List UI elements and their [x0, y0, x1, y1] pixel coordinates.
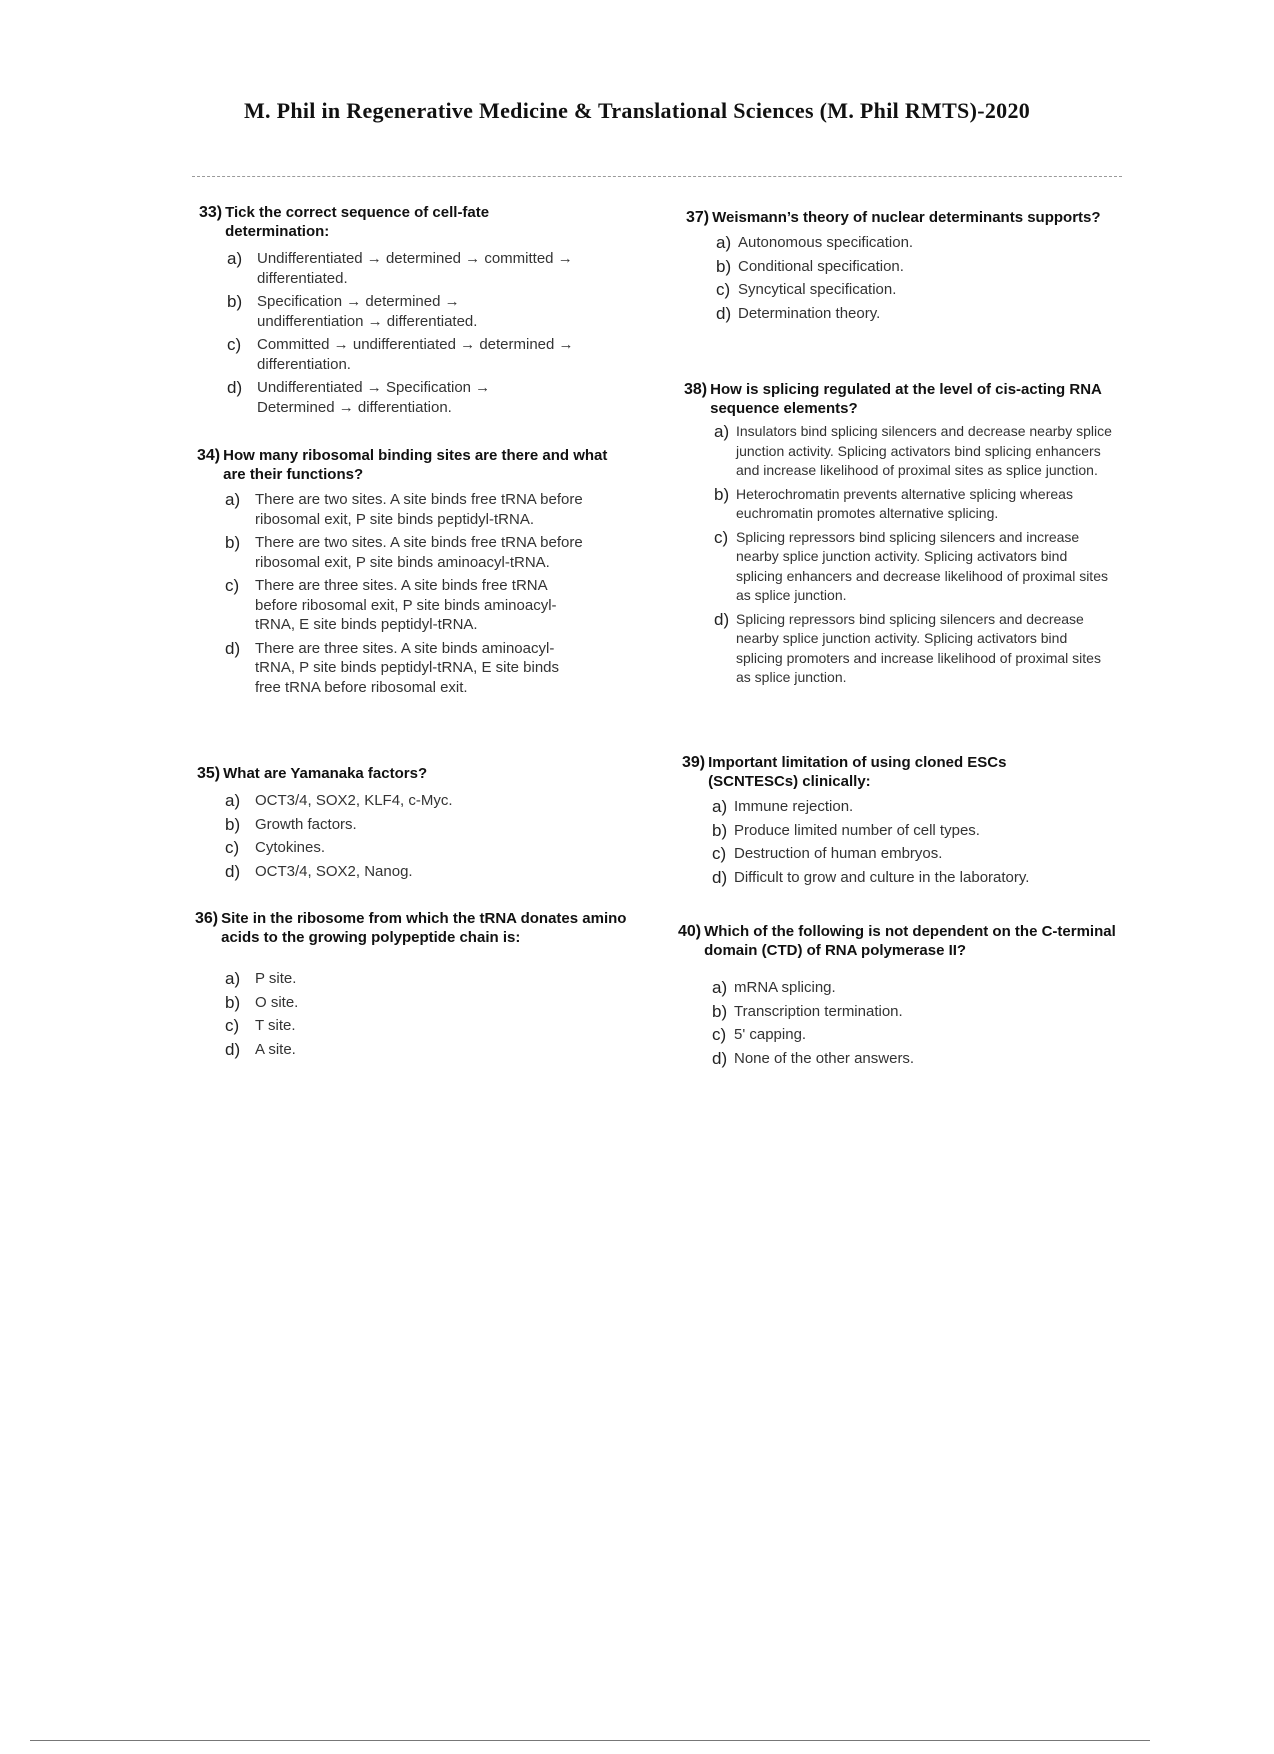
option-letter: b) [714, 484, 730, 504]
option-letter: d) [227, 378, 243, 397]
option-text: Undifferentiated → determined → committed → differentiated. [257, 250, 573, 287]
option-text: Undifferentiated → Specification → Determined → differentiation. [257, 379, 491, 416]
option-letter: b) [227, 292, 243, 311]
option-d[interactable] [225, 1040, 635, 1060]
option-b[interactable] [225, 533, 627, 572]
option-letter: b) [225, 814, 241, 834]
option-text: mRNA splicing. [734, 979, 836, 996]
option-text: There are three sites. A site binds aminoacyl-tRNA, P site binds peptidyl-tRNA, E site binds free tRNA before ribosomal exit. [255, 639, 560, 696]
option-letter: b) [225, 992, 241, 1012]
option-letter: c) [712, 844, 727, 863]
question-text: Which of the following is not dependent on the C-terminal domain (CTD) of RNA polymerase II? [704, 923, 1116, 959]
footer-divider [30, 1740, 1150, 1741]
question-34 [197, 446, 627, 701]
option-text: OCT3/4, SOX2, KLF4, c-Myc. [255, 792, 453, 809]
option-c[interactable] [225, 838, 627, 858]
question-number: 38) [684, 381, 708, 398]
question-39 [682, 753, 1112, 891]
option-letter: d) [225, 1039, 241, 1059]
option-a[interactable] [225, 969, 635, 989]
option-text: P site. [255, 970, 297, 987]
option-d[interactable] [227, 378, 629, 417]
option-text: 5' capping. [734, 1026, 807, 1043]
option-text: Difficult to grow and culture in the laboratory. [734, 868, 1030, 886]
option-letter: c) [225, 576, 240, 595]
option-text: There are two sites. A site binds free tRNA before ribosomal exit, P site binds aminoacyl-tRNA. [255, 534, 583, 571]
option-text: None of the other answers. [734, 1049, 915, 1067]
option-text: Splicing repressors bind splicing silencers and decrease nearby splice junction activity. Splicing activators bind splicing promoters and increase likelihood of proximal sites as splice junction. [736, 610, 1101, 685]
option-text: OCT3/4, SOX2, Nanog. [255, 862, 413, 880]
option-c[interactable] [227, 335, 629, 374]
option-letter: a) [716, 233, 732, 252]
option-d[interactable] [714, 610, 1114, 688]
option-text: Destruction of human embryos. [734, 845, 943, 862]
option-b[interactable] [225, 993, 635, 1013]
question-36 [195, 909, 635, 1063]
option-text: Insulators bind splicing silencers and decrease nearby splice junction activity. Splicing activators bind splicing enhancers and increase likelihood of proximal sites as splice junction. [736, 423, 1112, 478]
option-letter: b) [225, 533, 241, 552]
option-letter: c) [714, 527, 729, 547]
option-text: Growth factors. [255, 815, 357, 833]
option-letter: b) [712, 1001, 728, 1021]
question-text: Weismann’s theory of nuclear determinants supports? [712, 209, 1101, 226]
question-number: 35) [197, 765, 221, 782]
option-c[interactable] [225, 576, 627, 635]
option-c[interactable] [712, 1025, 1118, 1045]
question-text: How many ribosomal binding sites are there and what are their functions? [223, 447, 608, 483]
question-number: 39) [682, 754, 706, 771]
option-text: O site. [255, 993, 299, 1011]
option-letter: b) [712, 820, 728, 840]
option-letter: a) [225, 490, 241, 509]
option-b[interactable] [712, 1002, 1118, 1022]
option-text: There are two sites. A site binds free tRNA before ribosomal exit, P site binds peptidyl-tRNA. [255, 491, 583, 528]
question-40 [678, 922, 1118, 1072]
question-number: 37) [686, 209, 710, 226]
option-text: T site. [255, 1017, 296, 1034]
option-text: There are three sites. A site binds free tRNA before ribosomal exit, P site binds aminoacyl-tRNA, E site binds peptidyl-tRNA. [255, 577, 557, 633]
question-text: Important limitation of using cloned ESCs (SCNTESCs) clinically: [708, 754, 1007, 790]
option-d[interactable] [712, 868, 1112, 888]
option-text: A site. [255, 1040, 296, 1058]
option-b[interactable] [712, 821, 1112, 841]
option-letter: c) [227, 335, 242, 354]
question-35 [197, 764, 627, 885]
option-letter: d) [712, 1048, 728, 1068]
option-b[interactable] [227, 292, 629, 331]
option-letter: a) [225, 969, 241, 988]
option-a[interactable] [712, 978, 1118, 998]
option-letter: c) [712, 1025, 727, 1044]
option-letter: d) [225, 638, 241, 658]
option-text: Splicing repressors bind splicing silencers and increase nearby splice junction activity. Splicing activators bind splicing enhancers and decrease likelihood of proximal sites as splice junction. [736, 528, 1108, 603]
option-letter: c) [716, 280, 731, 299]
option-text: Transcription termination. [734, 1002, 903, 1020]
option-letter: d) [714, 609, 730, 629]
option-letter: a) [712, 978, 728, 997]
option-text: Specification → determined → undifferentiation → differentiated. [257, 293, 478, 330]
option-text: Conditional specification. [738, 257, 904, 275]
option-a[interactable] [225, 490, 627, 529]
option-text: Autonomous specification. [738, 234, 914, 251]
option-letter: d) [716, 303, 732, 323]
question-text: What are Yamanaka factors? [223, 765, 428, 782]
option-text: Cytokines. [255, 839, 326, 856]
question-text: Tick the correct sequence of cell-fate determination: [225, 204, 490, 240]
option-text: Heterochromatin prevents alternative splicing whereas euchromatin promotes alternative splicing. [736, 485, 1073, 521]
option-a[interactable] [716, 233, 1106, 253]
option-letter: b) [716, 256, 732, 276]
option-letter: d) [712, 867, 728, 887]
option-b[interactable] [225, 815, 627, 835]
question-number: 33) [199, 204, 223, 221]
option-text: Produce limited number of cell types. [734, 821, 980, 839]
header-divider [192, 176, 1122, 177]
option-letter: a) [712, 797, 728, 816]
question-text: How is splicing regulated at the level of cis-acting RNA sequence elements? [710, 381, 1102, 417]
question-38 [684, 380, 1114, 692]
option-a[interactable] [714, 422, 1114, 481]
question-37 [686, 208, 1106, 327]
option-c[interactable] [716, 280, 1106, 300]
option-letter: a) [714, 422, 730, 441]
question-text: Site in the ribosome from which the tRNA donates amino acids to the growing polypeptide chain is: [221, 910, 627, 946]
option-d[interactable] [225, 639, 627, 698]
option-letter: c) [225, 838, 240, 857]
option-d[interactable] [225, 862, 627, 882]
option-d[interactable] [716, 304, 1106, 324]
question-number: 34) [197, 447, 221, 464]
option-text: Determination theory. [738, 304, 881, 322]
option-c[interactable] [714, 528, 1114, 606]
option-a[interactable] [712, 797, 1112, 817]
option-letter: a) [227, 249, 243, 268]
option-d[interactable] [712, 1049, 1118, 1069]
option-c[interactable] [712, 844, 1112, 864]
option-text: Immune rejection. [734, 798, 854, 815]
page-title: M. Phil in Regenerative Medicine & Translational Sciences (M. Phil RMTS)-2020 [243, 98, 1031, 123]
question-33 [199, 203, 629, 421]
option-a[interactable] [227, 249, 629, 288]
option-text: Committed → undifferentiated → determined → differentiation. [257, 336, 574, 373]
question-number: 36) [195, 910, 219, 927]
question-number: 40) [678, 923, 702, 940]
option-text: Syncytical specification. [738, 281, 897, 298]
option-letter: d) [225, 861, 241, 881]
option-letter: c) [225, 1016, 240, 1035]
option-a[interactable] [225, 791, 627, 811]
option-letter: a) [225, 791, 241, 810]
option-b[interactable] [716, 257, 1106, 277]
option-c[interactable] [225, 1016, 635, 1036]
option-b[interactable] [714, 485, 1114, 524]
